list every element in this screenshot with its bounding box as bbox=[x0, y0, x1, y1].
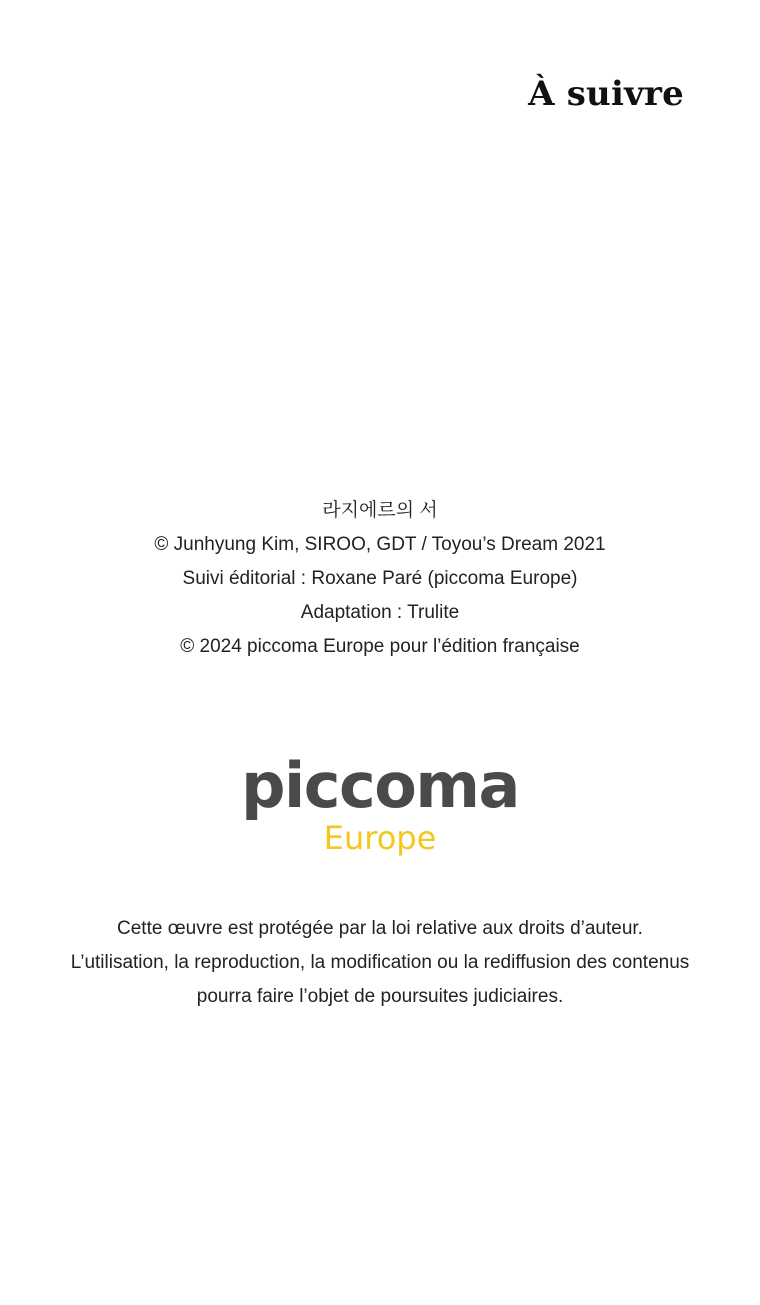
credits-block bbox=[0, 494, 760, 664]
editorial-credit: Suivi éditorial : Roxane Paré (piccoma Europe) bbox=[182, 568, 578, 589]
piccoma-europe-logo bbox=[0, 748, 760, 858]
logo-wordmark: piccoma bbox=[241, 749, 519, 822]
copyright-original: © Junhyung Kim, SIROO, GDT / Toyou’s Dream 2021 bbox=[154, 534, 606, 555]
legal-line-prosecution: pourra faire l’objet de poursuites judiciaires. bbox=[196, 986, 564, 1007]
adaptation-credit: Adaptation : Trulite bbox=[300, 602, 460, 623]
copyright-french-edition: © 2024 piccoma Europe pour l’édition française bbox=[180, 636, 580, 657]
original-title: 라지에르의 서 bbox=[322, 500, 438, 521]
legal-line-copyright: Cette œuvre est protégée par la loi relative aux droits d’auteur. bbox=[117, 918, 643, 939]
legal-line-usage: L’utilisation, la reproduction, la modification ou la rediffusion des contenus bbox=[70, 952, 690, 973]
to-be-continued-heading: À suivre bbox=[528, 74, 684, 114]
legal-notice bbox=[0, 912, 760, 1014]
logo-region: Europe bbox=[323, 819, 437, 857]
